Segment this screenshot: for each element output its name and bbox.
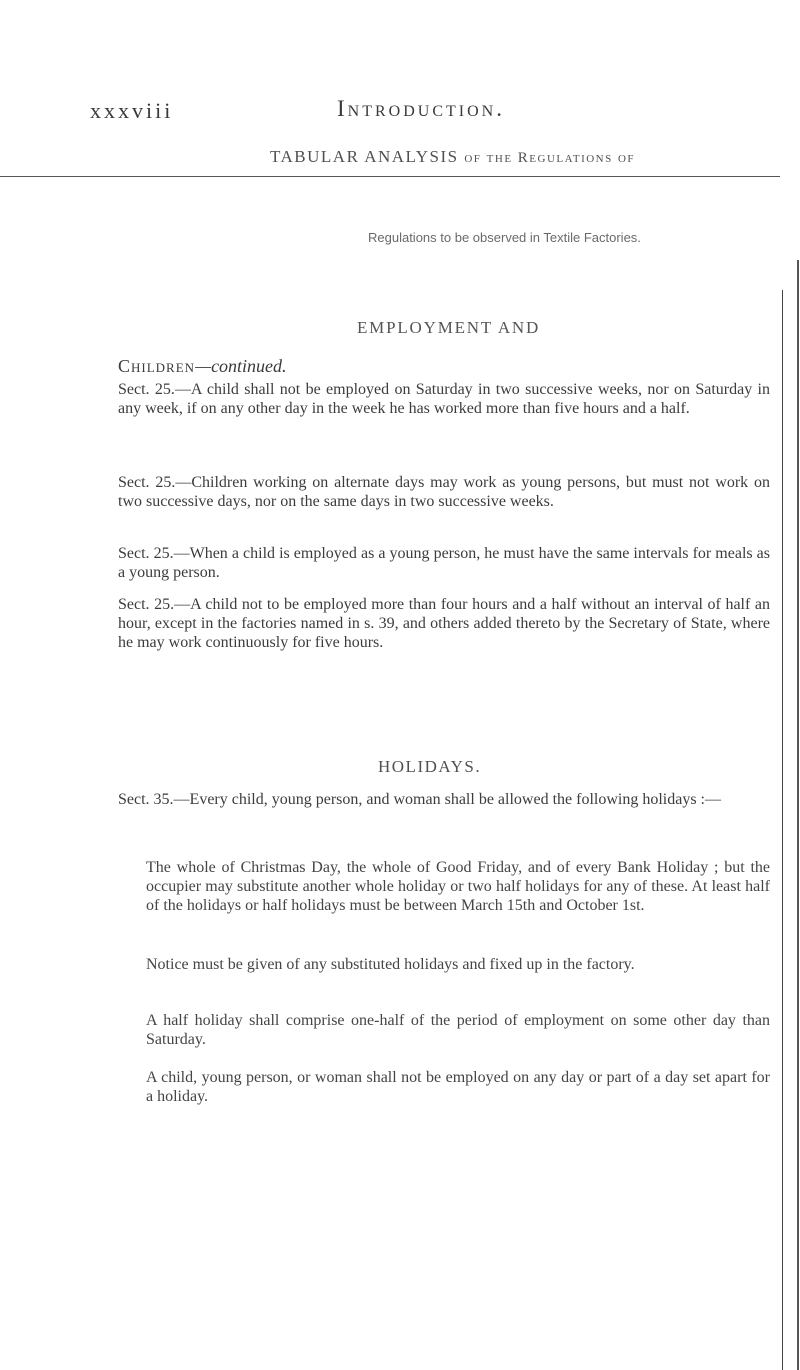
table-title-main: TABULAR ANALYSIS bbox=[270, 147, 459, 166]
paragraph-sect-25-alternate-days: Sect. 25.—Children working on alternate days may work as young persons, but must not work on two successive days, nor on the same days in two successive weeks. bbox=[118, 474, 770, 510]
holidays-intro: Sect. 35.—Every child, young person, and woman shall be allowed the following holidays :— bbox=[118, 791, 721, 808]
holidays-item: A child, young person, or woman shall not be employed on any day or part of a day set apart for a holiday. bbox=[146, 1069, 770, 1105]
column-rule-outer bbox=[797, 260, 799, 1370]
page-number: xxxviii bbox=[90, 98, 174, 123]
holidays-item: A half holiday shall comprise one-half of the period of employment on some other day than Saturday. bbox=[146, 1012, 770, 1048]
holidays-item: Notice must be given of any substituted holidays and fixed up in the factory. bbox=[146, 956, 635, 973]
section-heading: EMPLOYMENT AND bbox=[357, 318, 541, 337]
table-title bbox=[270, 147, 635, 167]
paragraph-sect-25-saturday: Sect. 25.—A child shall not be employed on Saturday in two successive weeks, nor on Saturday in any week, if on any other day in the week he has worked more than five hours and a half. bbox=[118, 381, 770, 417]
table-top-rule bbox=[0, 176, 780, 177]
holidays-heading: HOLIDAYS. bbox=[378, 757, 482, 776]
subheading-continued: —continued. bbox=[195, 356, 287, 376]
paragraph-sect-25-intervals: Sect. 25.—A child not to be employed more than four hours and a half without an interval of half an hour, except in the factories named in s. 39, and others added thereto by the Secretary of State, where he may work continuously for five hours. bbox=[118, 596, 770, 651]
column-rule bbox=[782, 290, 783, 1370]
holidays-item: The whole of Christmas Day, the whole of Good Friday, and of every Bank Holiday ; but the occupier may substitute another whole holiday or two half holidays for any of these. At least half of the holidays or half holidays must be between March 15th and October 1st. bbox=[146, 859, 770, 914]
subheading-main: Children bbox=[118, 356, 196, 376]
running-head: Introduction. bbox=[337, 96, 505, 121]
table-title-rest: of the Regulations of bbox=[464, 150, 636, 166]
paragraph-sect-25-meals: Sect. 25.—When a child is employed as a young person, he must have the same intervals for meals as a young person. bbox=[118, 545, 770, 581]
subheading bbox=[118, 356, 287, 377]
table-subtitle: Regulations to be observed in Textile Factories. bbox=[368, 230, 641, 245]
